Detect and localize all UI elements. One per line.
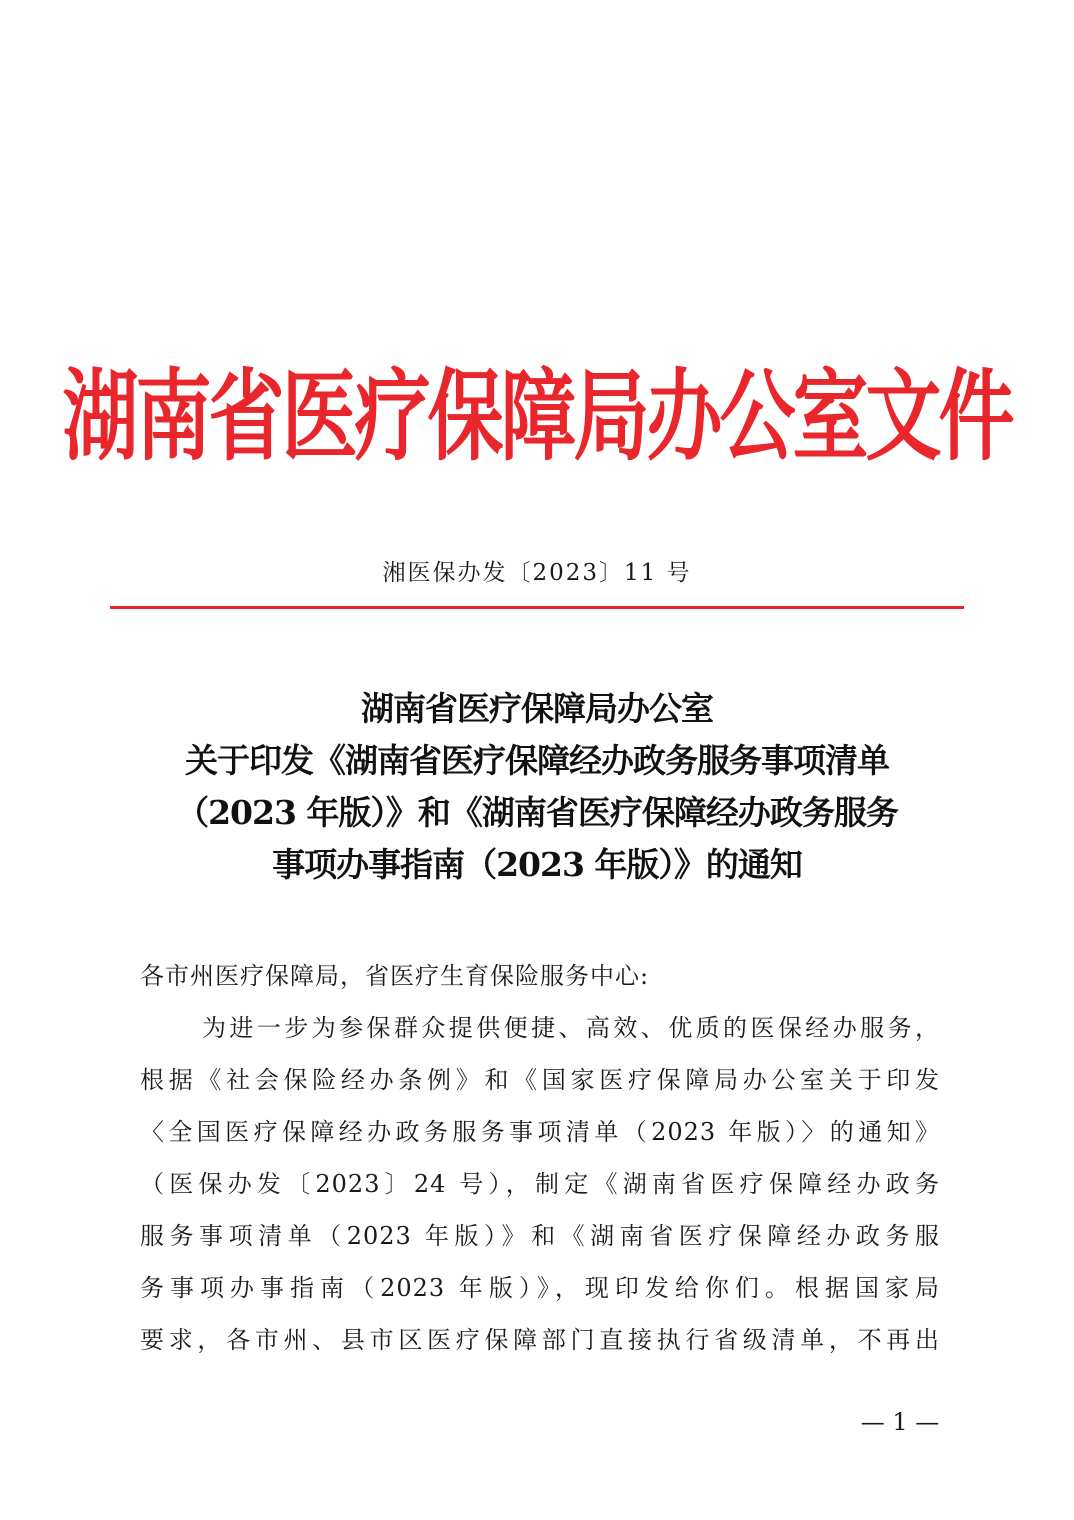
body-line: 要求，各市州、县市区医疗保障部门直接执行省级清单，不再出 bbox=[140, 1326, 940, 1354]
body-line: 务事项办事指南（2023 年版）》，现印发给你们。根据国家局 bbox=[140, 1274, 940, 1302]
body-line: 服务事项清单（2023 年版）》和《湖南省医疗保障经办政务服 bbox=[140, 1222, 940, 1250]
body-line: 根据《社会保险经办条例》和《国家医疗保障局办公室关于印发 bbox=[140, 1066, 940, 1094]
document-number: 湘医保办发〔2023〕11 号 bbox=[382, 560, 692, 586]
title-line: （2023 年版）》和《湖南省医疗保障经办政务服务 bbox=[176, 793, 898, 832]
title-line: 事项办事指南（2023 年版）》的通知 bbox=[272, 845, 802, 884]
red-separator-line bbox=[110, 606, 964, 609]
document-masthead: 湖南省医疗保障局办公室文件 bbox=[62, 358, 1012, 474]
document-body bbox=[140, 950, 940, 1366]
body-line: （医保办发〔2023〕24 号），制定《湖南省医疗保障经办政务 bbox=[140, 1170, 940, 1198]
body-line: 为进一步为参保群众提供便捷、高效、优质的医保经办服务， bbox=[202, 1014, 940, 1042]
page-number: — 1 — bbox=[860, 1408, 940, 1436]
document-title bbox=[100, 683, 974, 891]
salutation: 各市州医疗保障局，省医疗生育保险服务中心: bbox=[140, 962, 650, 990]
title-line: 关于印发《湖南省医疗保障经办政务服务事项清单 bbox=[185, 741, 889, 780]
body-line: 〈全国医疗保障经办政务服务事项清单（2023 年版）〉的通知》 bbox=[140, 1118, 940, 1146]
title-line: 湖南省医疗保障局办公室 bbox=[361, 689, 713, 728]
